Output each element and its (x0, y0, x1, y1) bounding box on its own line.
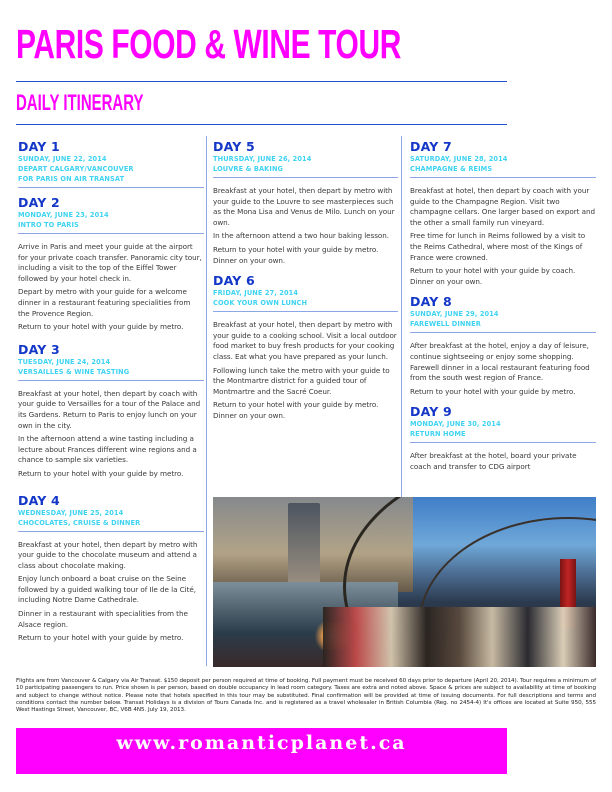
day-description: Breakfast at your hotel, then depart by coach with your guide to Versailles for a tour of the Palace and its Gardens. Return to Paris to enjoy lunch on your own in the city. (18, 388, 201, 430)
day-title: DAY 5 (213, 139, 255, 154)
day-title: DAY 3 (18, 341, 60, 357)
day-date: THURSDAY, JUNE 26, 2014 (213, 155, 312, 163)
day-block (410, 405, 596, 472)
page-title: PARIS FOOD & WINE TOUR (16, 21, 401, 67)
column-divider (401, 136, 402, 498)
day-title: DAY 6 (213, 273, 255, 289)
day-heading: RETURN HOME (410, 430, 466, 439)
day-divider (213, 311, 398, 312)
day-heading: CHAMPAGNE & REIMS (410, 165, 493, 173)
day-divider (18, 380, 204, 381)
day-heading: FOR PARIS ON AIR TRANSAT (18, 175, 125, 183)
day-description: After breakfast at the hotel, enjoy a day of leisure, continue sightseeing or enjoy some shopping. Farewell dinner in a local restaurant featuring food from the south west region of France. (410, 341, 590, 383)
day-description: Dinner in a restaurant with specialities from the Alsace region. (18, 609, 188, 629)
day-description: Return to your hotel with your guide by metro. Dinner on your own. (213, 244, 379, 265)
day-date: SUNDAY, JUNE 29, 2014 (410, 310, 499, 319)
day-title: DAY 7 (410, 139, 452, 154)
day-title: DAY 4 (18, 492, 60, 508)
fine-print: Flights are from Vancouver & Calgary via Air Transat. $150 deposit per person required at time of booking. Full payment must be received 60 days prior to departure (April 20, 2014). Tour requires a minimum of 10 participating passengers to run. Price shown is per person, based on double occupancy in lead room category. Taxes are extra and noted above. Space & prices are subject to availability at time of booking and subject to change without notice. Please note that hotels specified in this tour may be substituted. Final confirmation will be provided at time of issuing documents. For full descriptions and terms and conditions contact the number below. Transat Holidays is a division of Tours Canada Inc. and is registered as a travel wholesaler in British Columbia (Reg. no 2454-4) It's offices are located at Suite 950, 555 West Hastings Street, Vancouver, BC, V6B 4N5. July 19, 2013. (16, 678, 596, 714)
day-description: Breakfast at hotel, then depart by coach with your guide to the Champagne Region. Visit two champagne cellars. One larger based on export and the other a small family run vineyard. (410, 186, 595, 227)
day-title: DAY 2 (18, 195, 60, 210)
day-date: SATURDAY, JUNE 28, 2014 (410, 155, 508, 163)
section-divider (16, 124, 507, 125)
day-heading: LOUVRE & BAKING (213, 165, 284, 173)
photo-diners (323, 607, 596, 667)
day-heading: INTRO TO PARIS (18, 221, 79, 229)
day-description: Return to your hotel with your guide by metro. (18, 633, 184, 643)
day-description: After breakfast at the hotel, board your private coach and transfer to CDG airport (410, 451, 577, 471)
day-description: Return to your hotel with your guide by metro. (18, 322, 184, 332)
seine-cruise-photo (213, 497, 596, 667)
day-title: DAY 8 (410, 294, 452, 310)
day-description: In the afternoon attend a two hour baking lesson. (213, 231, 390, 241)
day-description: Return to your hotel with your guide by coach. Dinner on your own. (410, 266, 576, 286)
day-divider (410, 442, 596, 443)
day-date: MONDAY, JUNE 23, 2014 (18, 211, 109, 219)
website-link[interactable]: www.romanticplanet.ca (116, 732, 407, 754)
column-divider (206, 136, 207, 666)
day-heading: COOK YOUR OWN LUNCH (213, 299, 308, 308)
itinerary-column-2 (213, 140, 398, 430)
title-divider (16, 81, 507, 82)
day-description: Return to your hotel with your guide by metro. (410, 386, 576, 396)
day-block (18, 196, 204, 333)
day-description: Breakfast at your hotel, then depart by metro with your guide to the chocolate museum and attend a class about chocolate making. (18, 539, 198, 570)
day-description: Arrive in Paris and meet your guide at the airport for your private coach transfer. Panoramic city tour, including a visit to the top of the Eiffel Tower followed by your hotel check in. (18, 242, 202, 283)
day-description: Return to your hotel with your guide by metro. Dinner on your own. (213, 400, 379, 420)
day-divider (213, 177, 398, 178)
day-description: Free time for lunch in Reims followed by a visit to the Reims Cathedral, where most of the Kings of France were crowned. (410, 231, 586, 262)
day-block (410, 140, 596, 287)
day-divider (18, 187, 204, 188)
day-heading: FAREWELL DINNER (410, 320, 481, 329)
day-date: SUNDAY, JUNE 22, 2014 (18, 155, 107, 163)
day-title: DAY 1 (18, 139, 60, 154)
section-title: DAILY ITINERARY (16, 90, 144, 115)
day-title: DAY 9 (410, 404, 452, 420)
day-date: FRIDAY, JUNE 27, 2014 (213, 289, 299, 298)
photo-tower (288, 503, 320, 585)
day-heading: VERSAILLES & WINE TASTING (18, 367, 130, 376)
day-block (18, 140, 204, 188)
day-block (213, 274, 398, 421)
day-block (18, 494, 204, 644)
day-description: Enjoy lunch onboard a boat cruise on the Seine followed by a guided walking tour of Ile de la Cité, including Notre Dame Cathedrale. (18, 574, 196, 605)
day-heading: DEPART CALGARY/VANCOUVER (18, 165, 134, 173)
day-description: Breakfast at your hotel, then depart by metro with your guide to a cooking school. Visit a local outdoor food market to buy fresh products for your cooking class. Eat what you have prepared as your lunch. (213, 320, 397, 361)
day-description: Breakfast at your hotel, then depart by metro with your guide to the Louvre to see masterpieces such as the Mona Lisa and Venus de Milo. Lunch on your own. (213, 186, 395, 227)
itinerary-column-1 (18, 140, 204, 652)
day-description: In the afternoon attend a wine tasting including a lecture about Frances different wine regions and a chance to sample six varieties. (18, 434, 197, 465)
day-heading: CHOCOLATES, CRUISE & DINNER (18, 518, 141, 527)
day-divider (410, 177, 596, 178)
day-date: WEDNESDAY, JUNE 25, 2014 (18, 508, 124, 517)
itinerary-column-3 (410, 140, 596, 481)
day-block (410, 295, 596, 397)
day-date: MONDAY, JUNE 30, 2014 (410, 420, 501, 429)
day-date: TUESDAY, JUNE 24, 2014 (18, 357, 111, 366)
day-block (18, 343, 204, 480)
day-description: Depart by metro with your guide for a welcome dinner in a restaurant featuring specialities from the Provence Region. (18, 287, 191, 318)
day-description: Return to your hotel with your guide by metro. (18, 468, 184, 478)
day-divider (18, 233, 204, 234)
day-divider (18, 531, 204, 532)
footer-banner (16, 728, 507, 774)
day-block (213, 140, 398, 266)
day-description: Following lunch take the metro with your guide to the Montmartre district for a guided tour of Montmartre and the Sacré Coeur. (213, 365, 390, 396)
day-divider (410, 332, 596, 333)
